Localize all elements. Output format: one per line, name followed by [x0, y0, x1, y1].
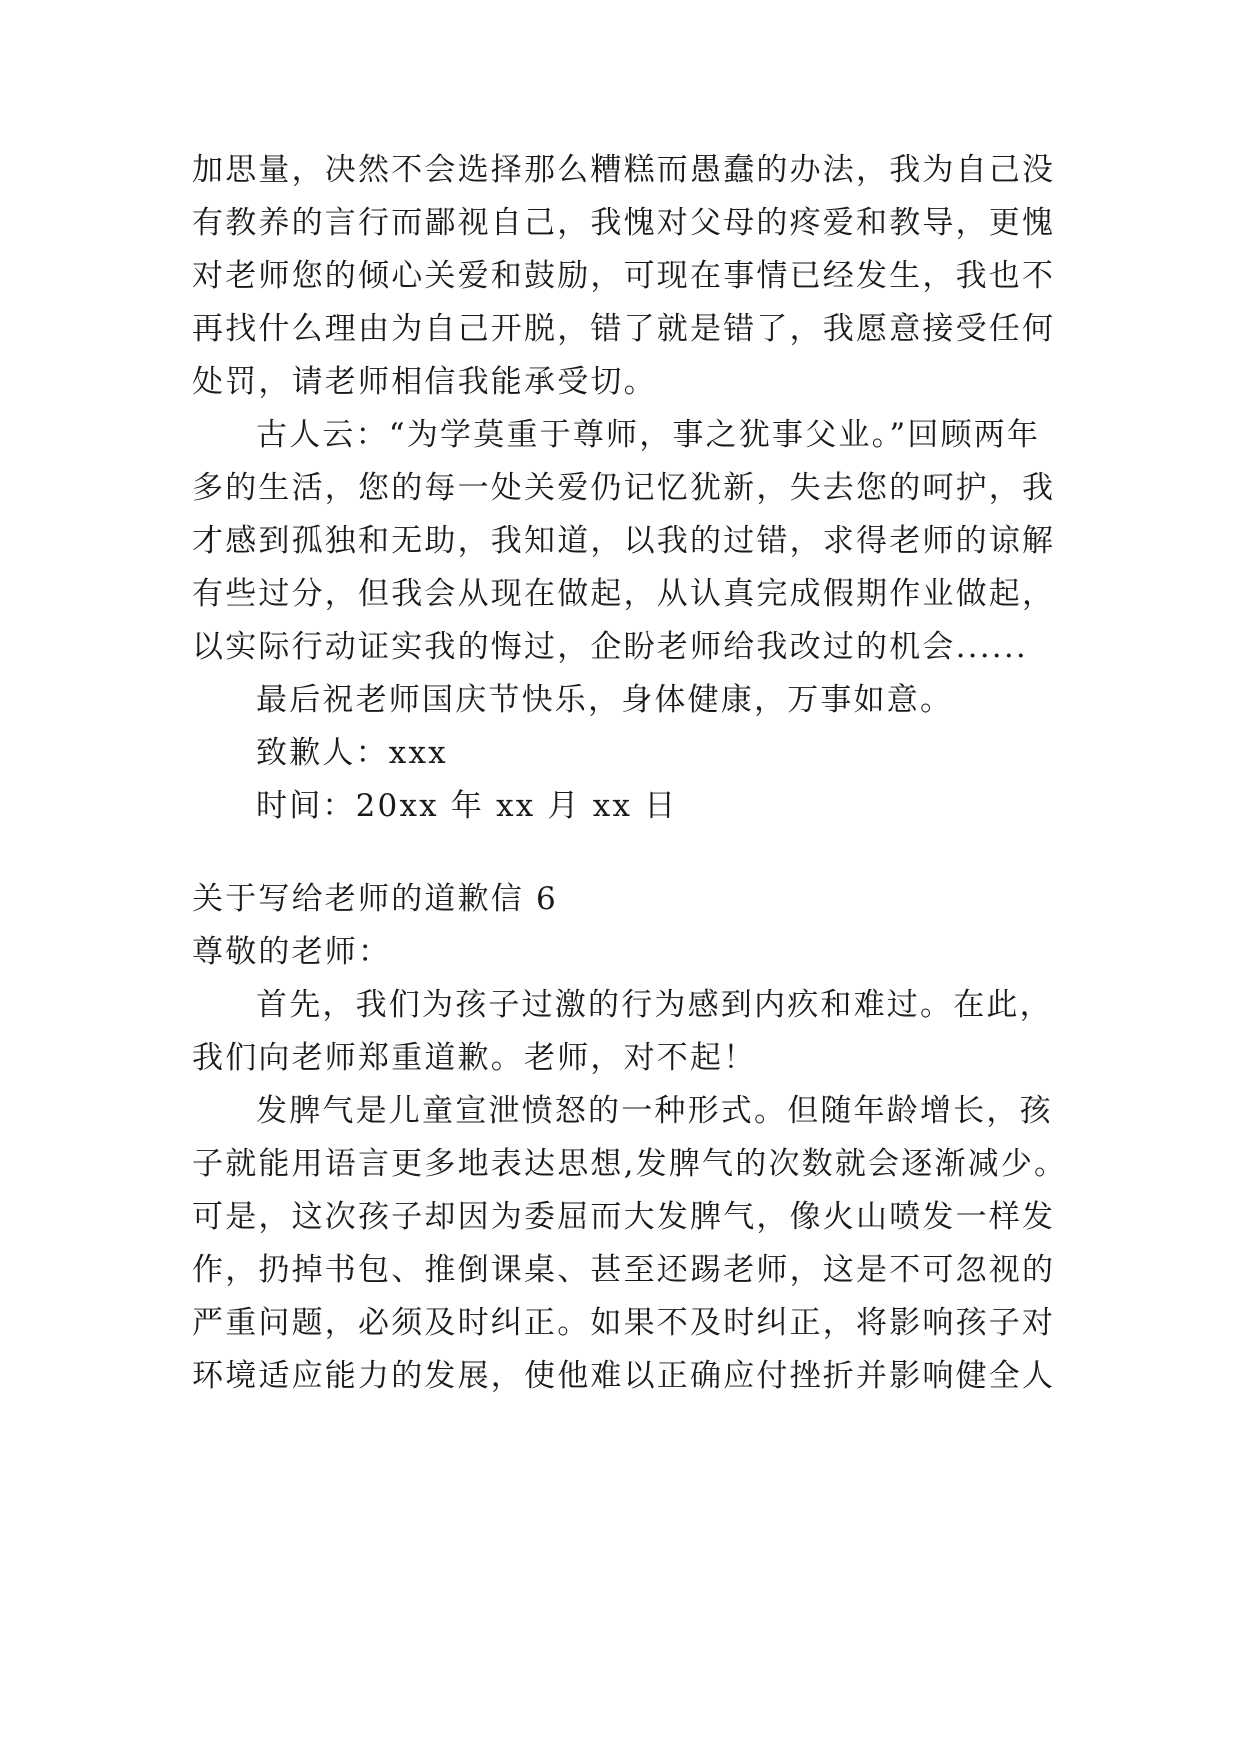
letter6-paragraph2-line: 作，扔掉书包、推倒课桌、甚至还踢老师，这是不可忽视的: [192, 1252, 1056, 1288]
letter5-paragraph2-line: 才感到孤独和无助，我知道，以我的过错，求得老师的谅解: [192, 523, 1056, 559]
letter5-signer: 致歉人：xxx: [256, 735, 448, 771]
letter5-paragraph2-line: 有些过分，但我会从现在做起，从认真完成假期作业做起，: [192, 576, 1056, 612]
letter6-title: 关于写给老师的道歉信 6: [192, 881, 558, 917]
letter5-paragraph2-line: 多的生活，您的每一处关爱仍记忆犹新，失去您的呵护，我: [192, 470, 1056, 506]
letter5-paragraph1-line: 对老师您的倾心关爱和鼓励，可现在事情已经发生，我也不: [192, 258, 1056, 294]
letter5-paragraph1-line: 加思量，决然不会选择那么糟糕而愚蠢的办法，我为自己没: [192, 152, 1056, 188]
letter5-paragraph2-line: 以实际行动证实我的悔过，企盼老师给我改过的机会......: [192, 629, 1028, 665]
letter6-paragraph2-line: 发脾气是儿童宣泄愤怒的一种形式。但随年龄增长，孩: [256, 1093, 1053, 1129]
letter5-date: 时间：20xx 年 xx 月 xx 日: [256, 788, 678, 824]
letter6-paragraph1-line: 首先，我们为孩子过激的行为感到内疚和难过。在此，: [256, 987, 1053, 1023]
letter5-paragraph1-line: 有教养的言行而鄙视自己，我愧对父母的疼爱和教导，更愧: [192, 205, 1056, 241]
letter6-paragraph2-line: 环境适应能力的发展，使他难以正确应付挫折并影响健全人: [192, 1358, 1056, 1394]
letter5-paragraph2-line: 古人云：“为学莫重于尊师，事之犹事父业。”回顾两年: [256, 417, 1041, 453]
letter6-paragraph2-line: 可是，这次孩子却因为委屈而大发脾气，像火山喷发一样发: [192, 1199, 1056, 1235]
letter5-paragraph1-line: 处罚，请老师相信我能承受切。: [192, 364, 657, 400]
letter6-paragraph2-line: 严重问题，必须及时纠正。如果不及时纠正，将影响孩子对: [192, 1305, 1056, 1341]
letter5-closing: 最后祝老师国庆节快乐，身体健康，万事如意。: [256, 682, 954, 718]
letter6-salutation: 尊敬的老师：: [192, 934, 392, 970]
letter6-paragraph2-line: 子就能用语言更多地表达思想,发脾气的次数就会逐渐减少。: [192, 1146, 1068, 1182]
letter6-paragraph1-line: 我们向老师郑重道歉。老师，对不起！: [192, 1040, 757, 1076]
letter5-paragraph1-line: 再找什么理由为自己开脱，错了就是错了，我愿意接受任何: [192, 311, 1056, 347]
